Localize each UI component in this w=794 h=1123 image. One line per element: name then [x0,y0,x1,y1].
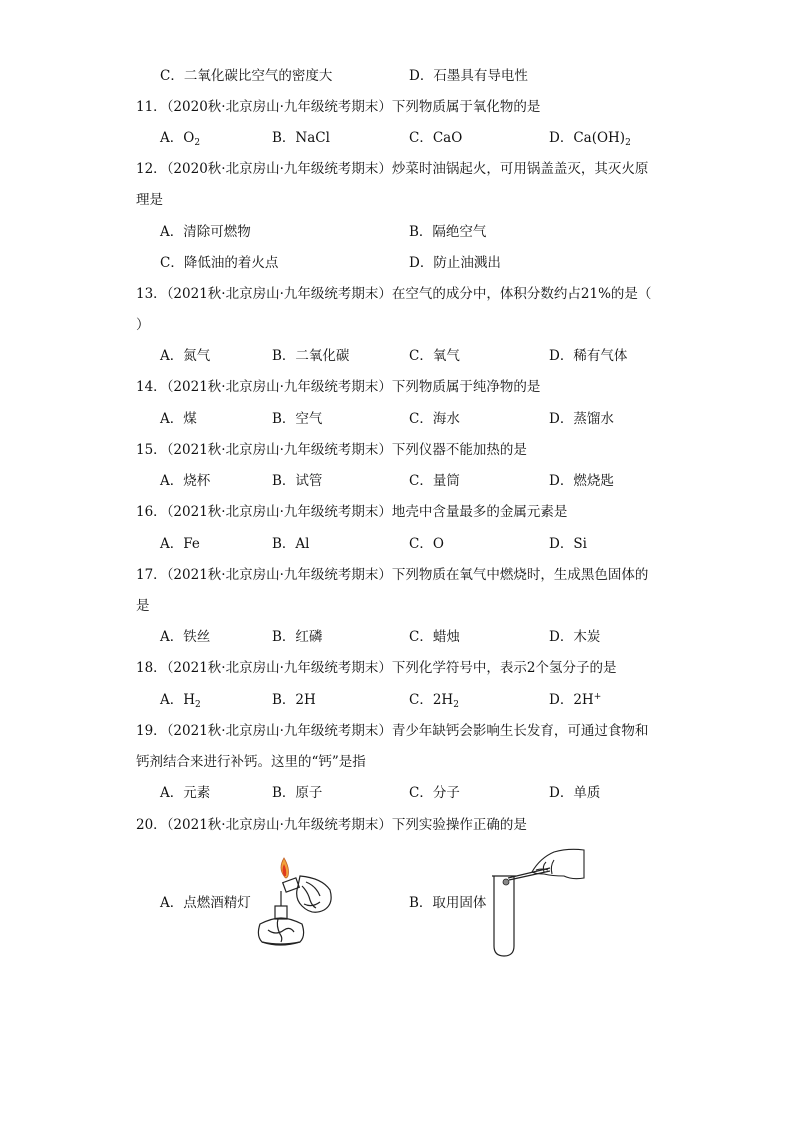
q15-option-b: B．试管 [272,473,323,489]
q14-option-b: B．空气 [272,411,323,427]
question-18: 18．（2021秋·北京房山·九年级统考期末）下列化学符号中，表示2个氢分子的是 [136,660,617,676]
q11-option-c: C．CaO [409,130,463,146]
q11-option-d: D．$Ca(OH)_2$ [549,130,631,148]
q16-option-d: D．Si [549,536,587,552]
question-11: 11．（2020秋·北京房山·九年级统考期末）下列物质属于氧化物的是 [136,99,541,115]
q11-option-a: A．$O_2$ [160,130,201,148]
q15-option-d: D．燃烧匙 [549,473,614,489]
q12-option-c: C．降低油的着火点 [160,255,279,271]
q19-option-a: A．元素 [160,785,211,801]
taking-solid-illustration [488,842,588,958]
q16-option-c: C．O [409,536,444,552]
q15-option-a: A．烧杯 [160,473,211,489]
q19-option-d: D．单质 [549,785,601,801]
q13-option-b: B．二氧化碳 [272,348,350,364]
q12-option-d: D．防止油溅出 [409,255,501,271]
q12-option-b: B．隔绝空气 [409,224,487,240]
q18-option-a: A．$H_2$ [160,692,201,710]
q16-option-b: B．Al [272,536,310,552]
q18-option-b: B．2H [272,692,316,708]
question-19: 19．（2021秋·北京房山·九年级统考期末）青少年缺钙会影响生长发育，可通过食物和 [136,723,649,739]
question-14: 14．（2021秋·北京房山·九年级统考期末）下列物质属于纯净物的是 [136,379,541,395]
q15-option-c: C．量筒 [409,473,460,489]
alcohol-lamp-illustration [250,856,340,948]
q13-option-a: A．氮气 [160,348,211,364]
q12-option-a: A．清除可燃物 [160,224,251,240]
q17-option-a: A．铁丝 [160,629,211,645]
q16-option-a: A．Fe [160,536,200,552]
q10-option-c: C．二氧化碳比空气的密度大 [160,68,333,84]
question-17: 17．（2021秋·北京房山·九年级统考期末）下列物质在氧气中燃烧时，生成黑色固体的 [136,567,649,583]
q14-option-c: C．海水 [409,411,460,427]
q11-option-b: B．NaCl [272,130,330,146]
q20-option-a: A．点燃酒精灯 [160,895,251,911]
question-19-cont: 钙剂结合来进行补钙。这里的“钙”是指 [136,754,366,770]
question-12-cont: 理是 [136,192,163,208]
q18-option-c: C．$2H_2$ [409,692,459,710]
q13-option-c: C．氧气 [409,348,460,364]
q19-option-b: B．原子 [272,785,323,801]
question-13: 13．（2021秋·北京房山·九年级统考期末）在空气的成分中，体积分数约占21%的是（ [136,286,652,302]
q18-option-d: D．2H+ [549,692,602,708]
q17-option-c: C．蜡烛 [409,629,460,645]
q14-option-a: A．煤 [160,411,197,427]
q17-option-b: B．红磷 [272,629,323,645]
q10-option-d: D．石墨具有导电性 [409,68,528,84]
question-13-cont: ） [136,317,150,333]
q14-option-d: D．蒸馏水 [549,411,614,427]
q20-option-b: B．取用固体 [409,895,487,911]
q19-option-c: C．分子 [409,785,460,801]
question-20: 20．（2021秋·北京房山·九年级统考期末）下列实验操作正确的是 [136,817,527,833]
question-17-cont: 是 [136,598,150,614]
question-16: 16．（2021秋·北京房山·九年级统考期末）地壳中含量最多的金属元素是 [136,504,568,520]
question-12: 12．（2020秋·北京房山·九年级统考期末）炒菜时油锅起火，可用锅盖盖灭，其灭火原 [136,161,649,177]
q17-option-d: D．木炭 [549,629,601,645]
q13-option-d: D．稀有气体 [549,348,628,364]
question-15: 15．（2021秋·北京房山·九年级统考期末）下列仪器不能加热的是 [136,442,527,458]
